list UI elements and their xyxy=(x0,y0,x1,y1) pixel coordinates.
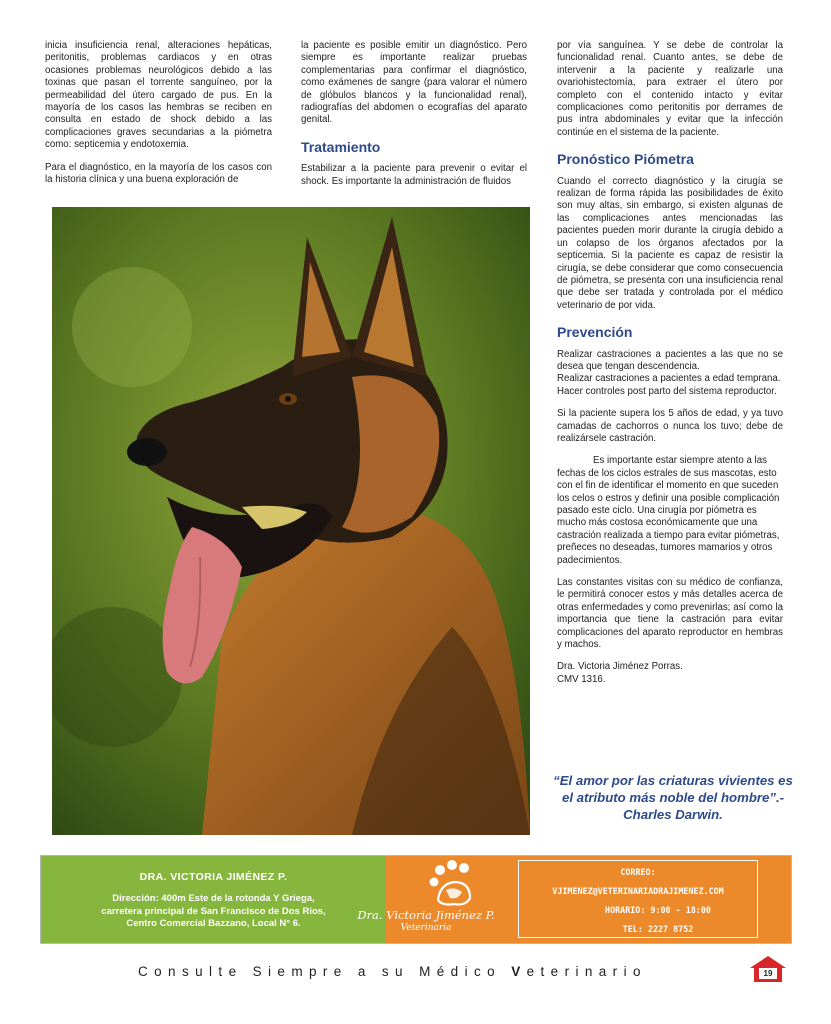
contact-banner xyxy=(40,855,792,944)
slogan-text: Consulte Siempre a su Médico xyxy=(138,964,512,979)
hours: HORARIO: 9:00 - 18:00 xyxy=(605,905,711,915)
prevention-item: Hacer controles post parto del sistema reproductor. xyxy=(557,385,777,397)
paragraph: Estabilizar a la paciente para prevenir o evitar el shock. Es importante la administración de fluidos xyxy=(301,163,527,187)
paragraph: Si la paciente supera los 5 años de edad, y ya tuvo camadas de cachorros o nunca los tuvo; debe de realizársele castración. xyxy=(557,408,783,444)
paragraph: por vía sanguínea. Y se debe de controlar la funcionalidad renal. Cuanto antes, se debe de intervenir a la paciente y realizarle una ovariohistectomía, para extraer el útero por completo con el contenido intacto y evitar complicaciones como peritonitis por derrames de pus intra abdominales y evitar que la infección continúe en el sistema de la paciente. xyxy=(557,40,783,138)
v-caduceus-icon: V xyxy=(511,964,527,979)
page-number-badge xyxy=(748,954,788,984)
email-link[interactable]: VJIMENEZ@VETERINARIADRAJIMENEZ.COM xyxy=(552,886,724,896)
text-column-3 xyxy=(557,40,783,686)
paragraph: Es importante estar siempre atento a las fechas de los ciclos estrales de sus mascotas, esto con el fin de identificar el momento en que suceden los celos o estros y definir una posible complicación pasado este ciclo. Una cirugía por piómetra es mucho más costosa económicamente que una castración realizada a tiempo para evitar piómetras, preñeces no deseadas, tumores mamarios y otros padecimientos. xyxy=(557,455,780,566)
footer-slogan xyxy=(138,964,647,979)
signature: Dra. Victoria Jiménez Porras. xyxy=(557,661,683,673)
logo-text: Dra. Victoria Jiménez P. xyxy=(357,908,495,922)
prevention-item: Realizar castraciones a pacientes a las que no se desea que tengan descendencia. xyxy=(557,348,783,372)
pull-quote: “El amor por las criaturas vivientes es el atributo más noble del hombre”.-Charles Darwin. xyxy=(553,773,793,822)
section-heading-tratamiento: Tratamiento xyxy=(301,138,381,155)
paragraph: Las constantes visitas con su médico de confianza, le permitirá conocer estos y más detalles acerca de otras enfermedades y como prevenirlas; así como la importancia que tiene la castración para evitar complicaciones del aparato reproductor en hembras y machos. xyxy=(557,577,783,651)
paragraph: Cuando el correcto diagnóstico y la cirugía se realizan de forma rápida las posibilidades de éxito son muy altas, sin embargo, si existen algunas de las complicaciones antes mencionadas las pacientes pueden morir durante la cirugía debido a un colapso de los órganos afectados por la septicemia. Si la paciente es capaz de resistir la cirugía, se debe considerar que como consecuencia de piómetra, se presenta con una insuficiencia renal que debe ser tratada y controlada por el médico veterinario de por vida. xyxy=(557,175,783,311)
address xyxy=(41,893,386,931)
text-column-1 xyxy=(45,40,272,186)
section-heading-pronostico: Pronóstico Piómetra xyxy=(557,151,694,168)
prevention-item: Realizar castraciones a pacientes a edad temprana. xyxy=(557,373,781,385)
paragraph: inicia insuficiencia renal, alteraciones hepáticas, peritonitis, problemas cardiacos y en otras ocasiones problemas neurológicos debido a las toxinas que pasan el torrente sanguíneo, por la permeabilidad del útero cargado de pus. En la mayoría de los casos las hembras se reciben en consulta en estado de shock debido a las complicaciones graves secundarias a la piómetra como: septicemia y endotoxemia. xyxy=(45,40,272,151)
logo-subtitle: Veterinaria xyxy=(400,923,452,933)
email-label: CORREO: xyxy=(620,867,656,877)
clinic-logo xyxy=(341,856,511,943)
page-number: 19 xyxy=(763,969,773,978)
license-number: CMV 1316. xyxy=(557,673,606,685)
address-line: Dirección: 400m Este de la rotonda Y Griega, xyxy=(112,893,315,904)
address-line: carretera principal de San Francisco de Dos Ríos, xyxy=(101,905,326,917)
german-shepherd-photo xyxy=(52,207,530,835)
paragraph: la paciente es posible emitir un diagnóstico. Pero siempre es importante realizar pruebas complementarias para confirmar el diagnóstico, como exámenes de sangre (para valorar el número de glóbulos blancos y la funcionalidad renal), radiografías del abdomen o ecografías del aparato genital. xyxy=(301,40,527,126)
slogan-text-end: eterinario xyxy=(526,964,647,979)
address-line: Centro Comercial Bazzano, Local N° 6. xyxy=(126,918,301,929)
address-panel xyxy=(41,856,386,943)
paw-print-icon xyxy=(426,860,486,910)
paragraph: Para el diagnóstico, en la mayoría de los casos con la historia clínica y una buena exploración de xyxy=(45,161,272,186)
section-heading-prevencion: Prevención xyxy=(557,324,633,341)
text-column-2 xyxy=(301,40,527,188)
clinic-name: DRA. VICTORIA JIMÉNEZ P. xyxy=(139,871,288,883)
phone-link[interactable]: TEL: 2227 8752 xyxy=(622,924,694,934)
contact-box xyxy=(518,860,758,938)
